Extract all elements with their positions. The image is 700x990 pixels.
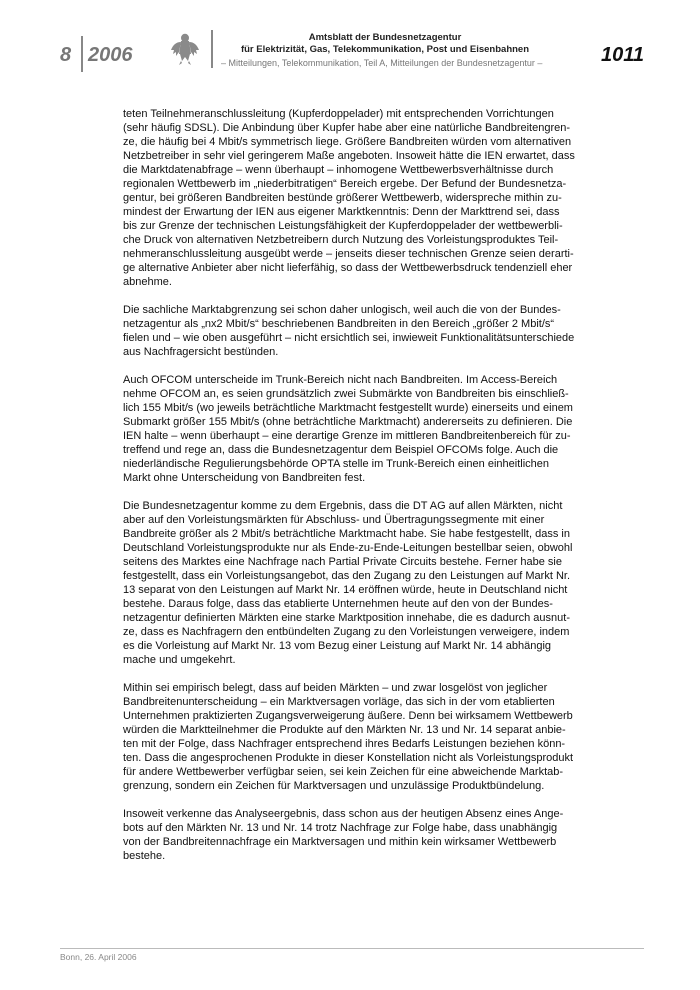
issue-divider <box>81 36 83 72</box>
text-line: bestehe. Daraus folge, dass das etablierte Unternehmen heute auf den von der Bundes- <box>123 598 553 610</box>
body-text <box>123 107 591 877</box>
text-line: Submarkt größer 155 Mbit/s (ohne beträchtliche Marktmacht) andererseits zu definieren. Die <box>123 416 573 428</box>
text-line: die Marktdatenabfrage – wenn überhaupt – inhomogene Wettbewerbsverhältnisse durch <box>123 164 554 176</box>
text-line: Deutschland Vorleistungsprodukte nur als Ende-zu-Ende-Leitungen bestellbar seien, obwohl <box>123 542 573 554</box>
text-line: IEN halte – wenn überhaupt – eine derartige Grenze im mittleren Bandbreitenbereich für zu- <box>123 430 571 442</box>
text-line: von der Bandbreitennachfrage ein Marktversagen und mithin kein wirksamer Wettbewerb <box>123 836 557 848</box>
text-line: lich 155 Mbit/s (wo jeweils beträchtliche Marktmacht festgestellt wurde) einerseits und einem <box>123 402 573 414</box>
text-line: Markt ohne Unterscheidung von Bandbreiten fest. <box>123 472 366 484</box>
text-line: niederländische Regulierungsbehörde OPTA stelle im Trunk-Bereich einen einheitlichen <box>123 458 549 470</box>
header-divider <box>211 30 213 68</box>
text-line: aber auf den Vorleistungsmärkten für Abschluss- und Übertragungssegmente mit einer <box>123 514 545 526</box>
text-line: Auch OFCOM unterscheide im Trunk-Bereich nicht nach Bandbreiten. Im Access-Bereich <box>123 374 558 386</box>
text-line: Insoweit verkenne das Analyseergebnis, dass schon aus der heutigen Absenz eines Ange- <box>123 808 564 820</box>
text-line: netzagentur als „nx2 Mbit/s“ beschriebenen Bandbreiten in den Bereich „größer 2 Mbit/s“ <box>123 318 555 330</box>
text-line: Unternehmen praktizierten Zugangsverweigerung äußere. Denn bei wirksamem Wettbewerb <box>123 710 573 722</box>
text-line: Die sachliche Marktabgrenzung sei schon daher unlogisch, weil auch die von der Bundes- <box>123 304 561 316</box>
text-line: Bandbreitenunterscheidung – ein Marktversagen vorläge, das sich in der vom etablierten <box>123 696 555 708</box>
text-line: che Druck von alternativen Netzbetreibern durch Nutzung des Vorleistungsproduktes Teil- <box>123 234 559 246</box>
paragraph <box>123 499 591 667</box>
issue-year: 2006 <box>88 44 133 66</box>
text-line: nehme OFCOM an, es seien grundsätzlich zwei Submärkte von Bandbreiten bis einschließ- <box>123 388 569 400</box>
text-line: regionalen Wettbewerb im „niederbitratigen“ Bereich ergebe. Der Befund der Bundesnetza- <box>123 178 567 190</box>
text-line: Die Bundesnetzagentur komme zu dem Ergebnis, dass die DT AG auf allen Märkten, nicht <box>123 500 563 512</box>
paragraph <box>123 303 591 359</box>
federal-eagle-icon <box>170 30 200 66</box>
text-line: netzagentur definierten Märkten eine starke Marktposition innehabe, die es dadurch ausnut- <box>123 612 570 624</box>
publication-title: Amtsblatt der Bundesnetzagentur <box>308 32 462 43</box>
text-line: seitens des Marktes eine Nachfrage nach Partial Private Circuits bestehe. Ferner habe sie <box>123 556 562 568</box>
text-line: abnehme. <box>123 276 172 288</box>
text-line: für andere Wettbewerber verfügbar seien, sei kein Zeichen für eine abweichende Marktab- <box>123 766 564 778</box>
text-line: mindest der Erwartung der IEN aus eigener Marktkenntnis: Denn der Markttrend sei, dass <box>123 206 560 218</box>
publication-subtitle: für Elektrizität, Gas, Telekommunikation, Post und Eisenbahnen <box>240 44 530 55</box>
text-line: 13 separat von den Leistungen auf Markt Nr. 14 eröffnen würde, heute in Deutschland nicht <box>123 584 568 596</box>
text-line: ze, dass es Nachfragern den entbündelten Zugang zu den Vorleistungen verweigere, indem <box>123 626 570 638</box>
text-line: ze, die häufig bei 4 Mbit/s symmetrisch liege. Größere Bandbreiten würden vom alternativen <box>123 136 572 148</box>
issue-number: 8 <box>60 44 72 66</box>
text-line: nehmeranschlussleitung ausgeübt werde – jenseits dieser technischen Grenze seien derarti- <box>123 248 574 260</box>
text-line: gentur, bei größeren Bandbreiten bestünde größerer Wettbewerb, widerspreche mithin zu- <box>123 192 562 204</box>
text-line: bestehe. <box>123 850 166 862</box>
text-line: bis zur Grenze der technischen Leistungsfähigkeit der Kupferdoppelader der wettbewerbli- <box>123 220 563 232</box>
page-number: 1011 <box>600 44 644 66</box>
text-line: grenzung, sondern ein Zeichen für Marktversagen und unzulässige Produktbündelung. <box>123 780 545 792</box>
text-line: Bandbreite größer als 2 Mbit/s beträchtliche Marktmacht habe. Sie habe festgestellt, dass in <box>123 528 570 540</box>
text-line: aus Nachfragersicht bestünden. <box>123 346 279 358</box>
text-line: (sehr häufig SDSL). Die Anbindung über Kupfer habe aber eine natürliche Bandbreitengren- <box>123 122 571 134</box>
text-line: ten. Dass die angesprochenen Produkte in dieser Konstellation nicht als Vorleistungsprodukt <box>123 752 574 764</box>
text-line: fielen und – wie oben ausgeführt – nicht ersichtlich sei, inwieweit Funktionalitätsunterschiede <box>123 332 575 344</box>
section-caption: – Mitteilungen, Telekommunikation, Teil A, Mitteilungen der Bundesnetzagentur – <box>221 58 543 68</box>
text-line: festgestellt, dass ein Vorleistungsangebot, das den Zugang zu den Leistungen auf Markt Nr. <box>123 570 571 582</box>
text-line: teten Teilnehmeranschlussleitung (Kupferdoppelader) mit entsprechenden Vorrichtungen <box>123 108 554 120</box>
text-line: Netzbetreiber in sehr viel geringerem Maße angeboten. Insoweit hätte die IEN erwartet, dass <box>123 150 575 162</box>
text-line: ten mit der Folge, dass Nachfrager entsprechend ihres Bedarfs Leistungen beziehen könn- <box>123 738 566 750</box>
text-line: mache und umgekehrt. <box>123 654 236 666</box>
footer-date: Bonn, 26. April 2006 <box>60 952 137 962</box>
text-line: bots auf den Märkten Nr. 13 und Nr. 14 trotz Nachfrage zur Folge habe, dass unabhängig <box>123 822 558 834</box>
paragraph <box>123 681 591 793</box>
text-line: Mithin sei empirisch belegt, dass auf beiden Märkten – und zwar losgelöst von jeglicher <box>123 682 548 694</box>
text-line: es die Vorleistung auf Markt Nr. 13 vom Bezug einer Leistung auf Markt Nr. 14 abhängig <box>123 640 552 652</box>
text-line: würden die Marktteilnehmer die Produkte auf den Märkten Nr. 13 und Nr. 14 separat anbie- <box>123 724 566 736</box>
paragraph <box>123 107 591 289</box>
text-line: treffend und rege an, dass die Bundesnetzagentur dem Beispiel OFCOMs folge. Auch die <box>123 444 559 456</box>
footer-rule <box>60 948 644 949</box>
text-line: ge alternative Anbieter aber nicht lieferfähig, so dass der Wettbewerbsdruck tendenziell eher <box>123 262 573 274</box>
paragraph <box>123 807 591 863</box>
paragraph <box>123 373 591 485</box>
